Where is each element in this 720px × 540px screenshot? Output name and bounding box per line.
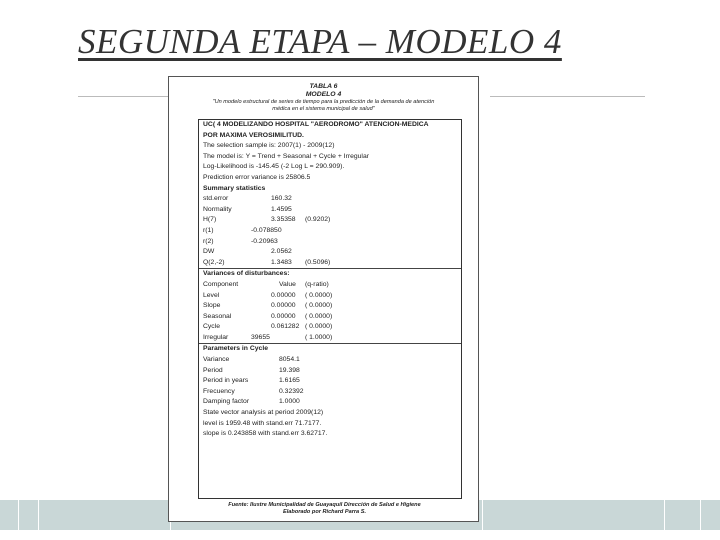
- summary-label: std.error: [203, 195, 229, 203]
- component-value: 0.00000: [271, 291, 296, 299]
- summary-label: Q(2,-2): [203, 258, 225, 266]
- component-name: Slope: [203, 302, 221, 310]
- cycle-row: [199, 387, 461, 398]
- disturbances-title: Variances of disturbances:: [203, 270, 290, 278]
- summary-title: Summary statistics: [203, 184, 266, 192]
- band-divider: [700, 500, 701, 530]
- summary-label: DW: [203, 248, 215, 256]
- summary-extra: (0.5096): [305, 258, 331, 266]
- summary-row: [199, 237, 461, 248]
- band-divider: [18, 500, 19, 530]
- divider-line: [78, 96, 168, 97]
- model-line: The model is: Y = Trend + Seasonal + Cycle + Irregular: [203, 152, 369, 160]
- disturbances-section: [199, 268, 461, 343]
- disturbance-row: [199, 333, 461, 344]
- cycle-row: [199, 366, 461, 377]
- cycle-value: 1.0000: [279, 398, 300, 406]
- cycle-label: Damping factor: [203, 398, 250, 406]
- component-name: Level: [203, 291, 220, 299]
- summary-row: [199, 226, 461, 237]
- component-ratio: ( 0.0000): [305, 312, 333, 320]
- prediction-variance-line: Prediction error variance is 25806.5: [203, 173, 311, 181]
- cycle-label: Variance: [203, 356, 230, 364]
- disturbance-row: [199, 312, 461, 323]
- likelihood-line: Log-Likelihood is -145.45 (-2 Log L = 290.909).: [203, 163, 345, 171]
- table-subtitle: "Un modelo estructural de series de tiempo para la predicción de la demanda de atención: [212, 99, 435, 105]
- band-divider: [38, 500, 39, 530]
- model-label: MODELO 4: [305, 91, 342, 98]
- column-header: Component: [203, 280, 239, 288]
- cycle-row: [199, 397, 461, 408]
- model-heading: POR MAXIMA VEROSIMILITUD.: [203, 131, 304, 139]
- summary-value: -0.078850: [251, 226, 282, 234]
- disturbances-header: [199, 280, 461, 291]
- summary-row: [199, 205, 461, 216]
- cycle-value: 1.6165: [279, 377, 300, 385]
- summary-value: 3.35358: [271, 216, 296, 224]
- column-header: (q-ratio): [305, 280, 329, 288]
- cycle-title: Parameters in Cycle: [203, 345, 268, 353]
- cycle-label: Frecuency: [203, 387, 235, 395]
- cycle-row: [199, 355, 461, 366]
- summary-label: r(2): [203, 237, 214, 245]
- cycle-value: 8054.1: [279, 356, 300, 364]
- cycle-label: Period: [203, 366, 223, 374]
- summary-row: [199, 247, 461, 258]
- component-value: 0.061282: [271, 323, 300, 331]
- component-ratio: ( 0.0000): [305, 291, 333, 299]
- table-source-footer: [169, 502, 480, 516]
- component-ratio: ( 1.0000): [305, 333, 333, 341]
- summary-value: 1.3483: [271, 258, 292, 266]
- author-line: Elaborado por Richard Parra S.: [283, 509, 366, 515]
- model-header-section: [199, 120, 461, 268]
- summary-label: r(1): [203, 226, 214, 234]
- disturbance-row: [199, 301, 461, 312]
- summary-value: 2.0562: [271, 248, 292, 256]
- summary-label: H(7): [203, 216, 217, 224]
- component-name: Seasonal: [203, 312, 232, 320]
- model-heading: UC( 4 MODELIZANDO HOSPITAL "AERODROMO" ATENCION-MEDICA: [203, 121, 429, 128]
- component-value: 0.00000: [271, 312, 296, 320]
- band-divider: [664, 500, 665, 530]
- disturbance-row: [199, 291, 461, 302]
- component-ratio: ( 0.0000): [305, 302, 333, 310]
- source-line: Fuente: Ilustre Municipalidad de Guayaquil Dirección de Salud e Higiene: [228, 502, 421, 508]
- state-vector-line: slope is 0.243858 with stand.err 3.62717.: [203, 430, 328, 438]
- component-value: 0.00000: [271, 302, 296, 310]
- summary-value: 160.32: [271, 195, 292, 203]
- component-ratio: ( 0.0000): [305, 323, 333, 331]
- component-name: Cycle: [203, 323, 220, 331]
- cycle-value: 0.32392: [279, 387, 304, 395]
- table-subtitle: médica en el sistema municipal de salud": [272, 106, 375, 112]
- state-vector-line: level is 1959.48 with stand.err 71.7177.: [203, 419, 322, 427]
- summary-label: Normality: [203, 205, 232, 213]
- results-box: [198, 119, 462, 499]
- results-table-image: [168, 76, 479, 522]
- cycle-value: 19.398: [279, 366, 300, 374]
- cycle-label: Period in years: [203, 377, 249, 385]
- summary-value: 1.4595: [271, 205, 292, 213]
- summary-extra: (0.9202): [305, 216, 331, 224]
- summary-row: [199, 194, 461, 205]
- cycle-row: [199, 376, 461, 387]
- disturbance-row: [199, 322, 461, 333]
- sample-line: The selection sample is: 2007(1) - 2009(12): [203, 142, 335, 150]
- summary-row: [199, 258, 461, 269]
- cycle-section: [199, 343, 461, 439]
- table-label: TABLA 6: [309, 83, 338, 90]
- column-header: Value: [279, 280, 296, 288]
- component-value: 39655: [251, 333, 270, 341]
- summary-row: [199, 215, 461, 226]
- band-divider: [482, 500, 483, 530]
- summary-value: -0.20963: [251, 237, 278, 245]
- slide-title: SEGUNDA ETAPA – MODELO 4: [78, 22, 562, 61]
- divider-line: [490, 96, 645, 97]
- component-name: Irregular: [203, 333, 229, 341]
- state-vector-line: State vector analysis at period 2009(12): [203, 409, 324, 417]
